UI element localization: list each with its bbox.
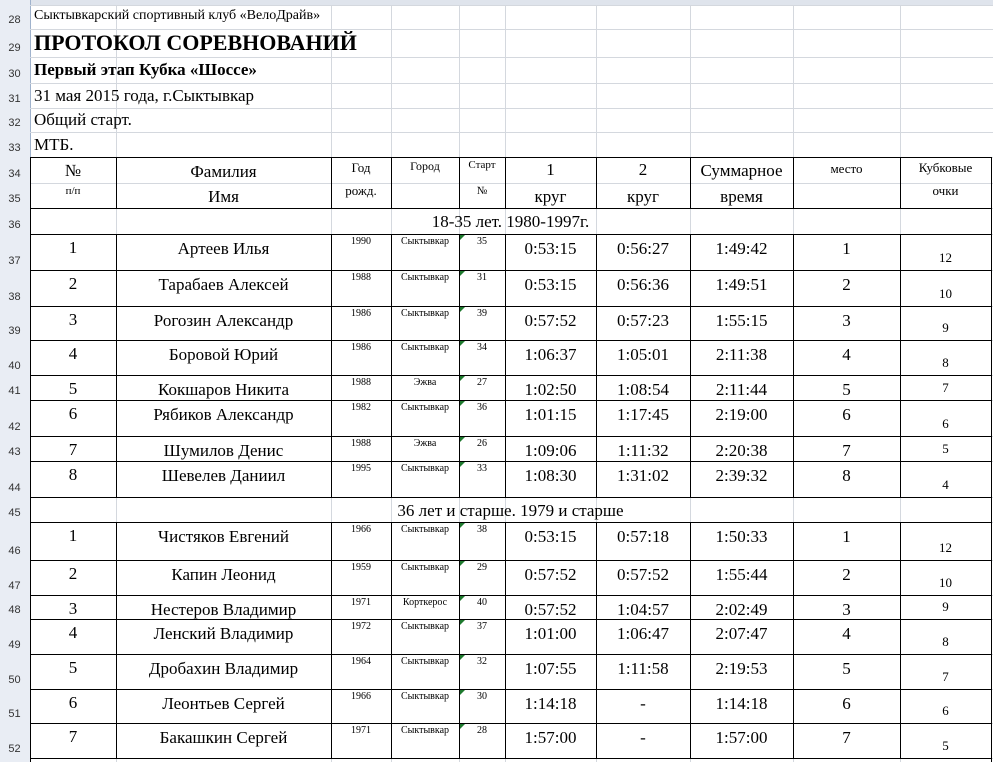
cup-points[interactable]: 12 xyxy=(939,250,952,265)
birth-year[interactable]: 1966 xyxy=(351,691,371,702)
comment-marker xyxy=(460,655,465,660)
lap2-time[interactable]: 1:31:02 xyxy=(617,466,669,485)
sheet-gridline xyxy=(30,183,993,184)
lap1-time[interactable]: 1:02:50 xyxy=(524,380,577,399)
table-border xyxy=(991,595,992,619)
row-number[interactable]: 52 xyxy=(8,743,21,755)
cup-points[interactable]: 10 xyxy=(939,575,952,590)
col-place-header: место xyxy=(830,161,863,176)
table-border xyxy=(30,689,991,690)
birth-year[interactable]: 1990 xyxy=(351,236,371,247)
place-value[interactable]: 5 xyxy=(842,380,851,399)
date-place: 31 мая 2015 года, г.Сыктывкар xyxy=(34,86,255,105)
athlete-city[interactable]: Сыктывкар xyxy=(400,308,450,319)
lap2-time[interactable]: 0:57:52 xyxy=(617,565,669,584)
place-value[interactable]: 7 xyxy=(842,441,851,460)
row-number[interactable]: 43 xyxy=(8,446,21,458)
row-number[interactable]: 34 xyxy=(8,168,21,180)
place-value[interactable]: 2 xyxy=(842,565,851,584)
athlete-name[interactable]: Чистяков Евгений xyxy=(158,527,289,546)
sheet-gridline xyxy=(30,108,993,109)
col-city-header: Город xyxy=(410,159,440,173)
col-num-header: № xyxy=(64,161,82,180)
lap1-time[interactable]: 1:01:00 xyxy=(524,624,577,643)
athlete-city[interactable]: Сыктывкар xyxy=(400,272,450,283)
place-value[interactable]: 1 xyxy=(842,239,851,258)
athlete-name[interactable]: Ленский Владимир xyxy=(153,624,294,643)
lap1-time[interactable]: 0:57:52 xyxy=(524,565,577,584)
row-number[interactable]: 31 xyxy=(8,93,21,105)
table-border xyxy=(991,157,992,208)
start-number[interactable]: 35 xyxy=(477,236,487,247)
cup-points[interactable]: 7 xyxy=(942,380,949,395)
athlete-city[interactable]: Сыктывкар xyxy=(400,725,450,736)
table-border xyxy=(991,689,992,723)
athlete-name[interactable]: Тарабаев Алексей xyxy=(158,275,289,294)
start-number[interactable]: 37 xyxy=(477,621,487,632)
table-border xyxy=(991,270,992,306)
start-number[interactable]: 34 xyxy=(477,342,487,353)
athlete-name[interactable]: Рябиков Александр xyxy=(153,405,294,424)
table-border xyxy=(30,270,991,271)
cup-points[interactable]: 5 xyxy=(942,738,949,753)
athlete-city[interactable]: Сыктывкар xyxy=(400,463,450,474)
athlete-name[interactable]: Дробахин Владимир xyxy=(148,659,299,678)
start-number[interactable]: 28 xyxy=(477,725,487,736)
place-value[interactable]: 1 xyxy=(842,527,851,546)
comment-marker xyxy=(460,724,465,729)
lap1-time[interactable]: 1:07:55 xyxy=(524,659,577,678)
row-index[interactable]: 5 xyxy=(68,379,78,398)
col-name-header: Фамилия xyxy=(190,162,257,181)
table-border xyxy=(331,157,332,208)
athlete-city[interactable]: Эжва xyxy=(413,438,437,449)
row-index[interactable]: 3 xyxy=(68,310,78,329)
row-number[interactable]: 33 xyxy=(8,142,21,154)
row-number[interactable]: 37 xyxy=(8,255,21,267)
row-number[interactable]: 39 xyxy=(8,325,21,337)
row-number[interactable]: 32 xyxy=(8,117,21,129)
lap1-time[interactable]: 1:06:37 xyxy=(524,345,577,364)
total-time[interactable]: 2:02:49 xyxy=(715,600,768,619)
table-border xyxy=(459,157,460,208)
birth-year[interactable]: 1988 xyxy=(351,438,371,449)
cup-points[interactable]: 5 xyxy=(942,441,949,456)
lap1-time[interactable]: 1:14:18 xyxy=(524,694,577,713)
cup-points[interactable]: 8 xyxy=(942,355,949,370)
col-total-sub: время xyxy=(720,187,763,206)
row-number[interactable]: 42 xyxy=(8,421,21,433)
comment-marker xyxy=(460,690,465,695)
comment-marker xyxy=(460,401,465,406)
row-number[interactable]: 41 xyxy=(8,385,21,397)
table-border xyxy=(30,654,991,655)
start-number[interactable]: 32 xyxy=(477,656,487,667)
col-start-header: Старт xyxy=(468,159,496,171)
total-time[interactable]: 2:11:38 xyxy=(715,345,768,364)
row-number[interactable]: 51 xyxy=(8,708,21,720)
comment-marker xyxy=(460,307,465,312)
row-number[interactable]: 30 xyxy=(8,68,21,80)
col-total-header: Суммарное xyxy=(700,161,783,180)
row-number[interactable]: 35 xyxy=(8,193,21,205)
total-time[interactable]: 1:55:44 xyxy=(715,565,768,584)
lap2-time[interactable]: 1:11:32 xyxy=(617,441,669,460)
table-border xyxy=(30,436,991,437)
comment-marker xyxy=(460,596,465,601)
row-number[interactable]: 29 xyxy=(8,42,21,54)
row-number[interactable]: 38 xyxy=(8,291,21,303)
table-border xyxy=(991,234,992,270)
lap2-time[interactable]: 1:04:57 xyxy=(617,600,669,619)
comment-marker xyxy=(460,376,465,381)
row-index[interactable]: 4 xyxy=(68,623,78,642)
athlete-name[interactable]: Рогозин Александр xyxy=(153,311,294,330)
total-time[interactable]: 2:20:38 xyxy=(715,441,768,460)
birth-year[interactable]: 1982 xyxy=(351,402,371,413)
table-border xyxy=(30,306,991,307)
stage-title: Первый этап Кубка «Шоссе» xyxy=(34,60,257,79)
birth-year[interactable]: 1988 xyxy=(351,377,371,388)
lap2-time[interactable]: 0:56:27 xyxy=(617,239,669,258)
start-number[interactable]: 36 xyxy=(477,402,487,413)
row-index[interactable]: 2 xyxy=(68,274,78,293)
lap2-time[interactable]: 1:06:47 xyxy=(617,624,669,643)
row-index[interactable]: 2 xyxy=(68,564,78,583)
table-border xyxy=(116,157,117,208)
total-time[interactable]: 2:11:44 xyxy=(715,380,768,399)
lap2-time[interactable]: 1:11:58 xyxy=(617,659,669,678)
table-border xyxy=(690,157,691,208)
sheet-gridline xyxy=(30,83,993,84)
table-border xyxy=(793,157,794,208)
athlete-city[interactable]: Сыктывкар xyxy=(400,691,450,702)
birth-year[interactable]: 1971 xyxy=(351,725,371,736)
athlete-city[interactable]: Корткерос xyxy=(402,597,448,608)
lap1-time[interactable]: 0:57:52 xyxy=(524,600,577,619)
lap2-time[interactable]: 1:05:01 xyxy=(617,345,669,364)
athlete-name[interactable]: Леонтьев Сергей xyxy=(162,694,285,713)
total-time[interactable]: 2:19:00 xyxy=(715,405,768,424)
row-number[interactable]: 40 xyxy=(8,360,21,372)
table-border xyxy=(991,723,992,758)
athlete-city[interactable]: Сыктывкар xyxy=(400,236,450,247)
start-number[interactable]: 38 xyxy=(477,524,487,535)
athlete-name[interactable]: Артеев Илья xyxy=(177,239,270,258)
row-number[interactable]: 50 xyxy=(8,674,21,686)
sheet-gridline xyxy=(30,57,993,58)
athlete-city[interactable]: Эжва xyxy=(413,377,437,388)
table-border xyxy=(30,340,991,341)
cup-points[interactable]: 10 xyxy=(939,286,952,301)
row-number[interactable]: 48 xyxy=(8,604,21,616)
start-number[interactable]: 30 xyxy=(477,691,487,702)
athlete-name[interactable]: Нестеров Владимир xyxy=(150,600,297,619)
comment-marker xyxy=(460,620,465,625)
place-value[interactable]: 6 xyxy=(842,694,851,713)
place-value[interactable]: 2 xyxy=(842,275,851,294)
row-number[interactable]: 44 xyxy=(8,482,21,494)
comment-marker xyxy=(460,271,465,276)
cup-points[interactable]: 6 xyxy=(942,703,949,718)
athlete-name[interactable]: Шевелев Даниил xyxy=(161,466,286,485)
table-border xyxy=(30,758,991,759)
start-type: Общий старт. xyxy=(34,110,132,129)
cup-points[interactable]: 9 xyxy=(942,599,949,614)
cup-points[interactable]: 12 xyxy=(939,540,952,555)
col-points-header: Кубковые xyxy=(918,160,973,175)
cup-points[interactable]: 4 xyxy=(942,477,949,492)
club-name: Сыктывкарский спортивный клуб «ВелоДрайв» xyxy=(34,8,321,23)
athlete-name[interactable]: Боровой Юрий xyxy=(168,345,279,364)
row-number[interactable]: 49 xyxy=(8,639,21,651)
comment-marker xyxy=(460,561,465,566)
table-border xyxy=(991,560,992,595)
table-border xyxy=(991,436,992,461)
place-value[interactable]: 4 xyxy=(842,345,851,364)
total-time[interactable]: 1:55:15 xyxy=(715,311,768,330)
athlete-city[interactable]: Сыктывкар xyxy=(400,402,450,413)
athlete-name[interactable]: Капин Леонид xyxy=(171,565,276,584)
lap2-time[interactable]: 0:56:36 xyxy=(617,275,669,294)
table-border xyxy=(991,306,992,340)
sheet-gridline xyxy=(30,5,993,6)
cup-points[interactable]: 9 xyxy=(942,320,949,335)
athlete-city[interactable]: Сыктывкар xyxy=(400,342,450,353)
athlete-name[interactable]: Кокшаров Никита xyxy=(157,380,290,399)
table-border xyxy=(30,497,991,498)
athlete-name[interactable]: Шумилов Денис xyxy=(163,441,284,460)
athlete-city[interactable]: Сыктывкар xyxy=(400,562,450,573)
col-lap2-sub: круг xyxy=(626,187,659,206)
start-number[interactable]: 33 xyxy=(477,463,487,474)
place-value[interactable]: 3 xyxy=(842,311,851,330)
lap2-time[interactable]: 1:17:45 xyxy=(617,405,669,424)
birth-year[interactable]: 1986 xyxy=(351,342,371,353)
total-time[interactable]: 1:49:51 xyxy=(715,275,768,294)
start-number[interactable]: 27 xyxy=(477,377,487,388)
birth-year[interactable]: 1966 xyxy=(351,524,371,535)
birth-year[interactable]: 1964 xyxy=(351,656,371,667)
lap1-time[interactable]: 1:57:00 xyxy=(524,728,577,747)
lap1-time[interactable]: 1:09:06 xyxy=(524,441,577,460)
table-border xyxy=(30,522,991,523)
table-border xyxy=(991,340,992,375)
col-lap1-header: 1 xyxy=(546,160,555,179)
birth-year[interactable]: 1988 xyxy=(351,272,371,283)
table-border xyxy=(30,234,991,235)
lap1-time[interactable]: 1:01:15 xyxy=(524,405,577,424)
row-number[interactable]: 47 xyxy=(8,580,21,592)
row-number[interactable]: 45 xyxy=(8,507,21,519)
sheet-gridline xyxy=(30,132,993,133)
comment-marker xyxy=(460,523,465,528)
total-time[interactable]: 1:50:33 xyxy=(715,527,768,546)
cup-points[interactable]: 7 xyxy=(942,669,949,684)
col-points-sub: очки xyxy=(932,183,959,198)
athlete-city[interactable]: Сыктывкар xyxy=(400,621,450,632)
birth-year[interactable]: 1971 xyxy=(351,597,371,608)
protocol-title: ПРОТОКОЛ СОРЕВНОВАНИЙ xyxy=(34,30,357,55)
table-border xyxy=(505,157,506,208)
col-start-sub: № xyxy=(476,185,488,197)
start-number[interactable]: 29 xyxy=(477,562,487,573)
row-index[interactable]: 7 xyxy=(68,440,78,459)
total-time[interactable]: 1:49:42 xyxy=(715,239,768,258)
birth-year[interactable]: 1959 xyxy=(351,562,371,573)
lap1-time[interactable]: 0:53:15 xyxy=(524,527,577,546)
lap2-time[interactable]: - xyxy=(640,728,646,747)
start-number[interactable]: 31 xyxy=(477,272,487,283)
total-time[interactable]: 2:39:32 xyxy=(715,466,768,485)
col-name-sub: Имя xyxy=(208,187,239,206)
row-index[interactable]: 5 xyxy=(68,658,78,677)
row-index[interactable]: 6 xyxy=(68,693,78,712)
cup-points[interactable]: 8 xyxy=(942,634,949,649)
athlete-name[interactable]: Бакашкин Сергей xyxy=(159,728,288,747)
table-border xyxy=(391,157,392,208)
col-lap2-header: 2 xyxy=(638,160,648,179)
comment-marker xyxy=(460,437,465,442)
table-border xyxy=(30,723,991,724)
birth-year[interactable]: 1995 xyxy=(351,463,371,474)
place-value[interactable]: 5 xyxy=(842,659,851,678)
table-border xyxy=(991,461,992,497)
lap1-time[interactable]: 1:08:30 xyxy=(524,466,577,485)
category-label: МТБ. xyxy=(34,135,74,154)
total-time[interactable]: 2:07:47 xyxy=(715,624,768,643)
table-border xyxy=(30,208,991,209)
place-value[interactable]: 8 xyxy=(842,466,851,485)
lap1-time[interactable]: 0:57:52 xyxy=(524,311,577,330)
table-border xyxy=(30,461,991,462)
table-border xyxy=(991,400,992,436)
comment-marker xyxy=(460,235,465,240)
table-border xyxy=(30,157,31,208)
comment-marker xyxy=(460,341,465,346)
row-index[interactable]: 8 xyxy=(68,465,78,484)
place-value[interactable]: 4 xyxy=(842,624,851,643)
row-index[interactable]: 4 xyxy=(68,344,78,363)
row-number[interactable]: 36 xyxy=(8,219,21,231)
place-value[interactable]: 7 xyxy=(842,728,851,747)
table-border xyxy=(991,522,992,560)
start-number[interactable]: 39 xyxy=(477,308,487,319)
row-number[interactable]: 46 xyxy=(8,545,21,557)
start-number[interactable]: 26 xyxy=(477,438,487,449)
athlete-city[interactable]: Сыктывкар xyxy=(400,524,450,535)
table-border xyxy=(900,157,901,208)
table-border xyxy=(991,654,992,689)
table-border xyxy=(596,157,597,208)
cup-points[interactable]: 6 xyxy=(942,416,949,431)
birth-year[interactable]: 1972 xyxy=(351,621,371,632)
lap2-time[interactable]: - xyxy=(640,694,646,713)
row-index[interactable]: 1 xyxy=(68,526,78,545)
lap1-time[interactable]: 0:53:15 xyxy=(524,239,577,258)
lap2-time[interactable]: 1:08:54 xyxy=(617,380,669,399)
total-time[interactable]: 1:14:18 xyxy=(715,694,768,713)
table-border xyxy=(30,400,991,401)
table-border xyxy=(991,375,992,400)
start-number[interactable]: 40 xyxy=(477,597,487,608)
table-border xyxy=(30,595,991,596)
table-border xyxy=(30,375,991,376)
total-time[interactable]: 1:57:00 xyxy=(715,728,768,747)
row-index[interactable]: 6 xyxy=(68,404,78,423)
lap2-time[interactable]: 0:57:18 xyxy=(617,527,669,546)
row-index[interactable]: 3 xyxy=(68,599,78,618)
col-year-header: Год xyxy=(351,160,371,175)
col-year-sub: рожд. xyxy=(345,183,377,198)
lap1-time[interactable]: 0:53:15 xyxy=(524,275,577,294)
group-title: 36 лет и старше. 1979 и старше xyxy=(397,501,624,520)
table-border xyxy=(991,619,992,654)
lap2-time[interactable]: 0:57:23 xyxy=(617,311,669,330)
place-value[interactable]: 6 xyxy=(842,405,851,424)
row-number[interactable]: 28 xyxy=(8,14,21,26)
table-border xyxy=(30,560,991,561)
col-num-sub: п/п xyxy=(65,185,81,197)
row-index[interactable]: 1 xyxy=(68,238,78,257)
athlete-city[interactable]: Сыктывкар xyxy=(400,656,450,667)
birth-year[interactable]: 1986 xyxy=(351,308,371,319)
total-time[interactable]: 2:19:53 xyxy=(715,659,768,678)
col-lap1-sub: круг xyxy=(534,187,567,206)
place-value[interactable]: 3 xyxy=(842,600,851,619)
table-border xyxy=(30,157,991,158)
row-index[interactable]: 7 xyxy=(68,727,78,746)
group-title: 18-35 лет. 1980-1997г. xyxy=(431,212,590,231)
comment-marker xyxy=(460,462,465,467)
